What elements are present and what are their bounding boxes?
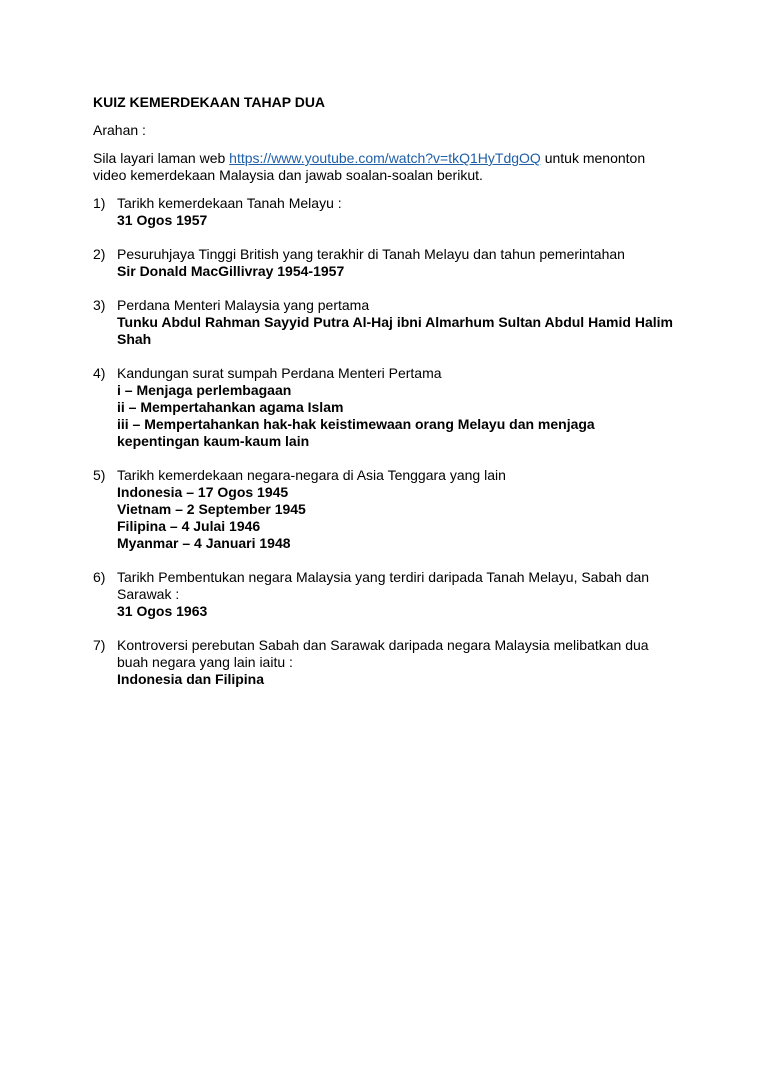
question-3: [93, 297, 673, 348]
question-text: Kandungan surat sumpah Perdana Menteri Pertama: [117, 365, 442, 381]
question-7: [93, 637, 673, 688]
question-text: Perdana Menteri Malaysia yang pertama: [117, 297, 370, 313]
question-5: [93, 467, 673, 552]
question-1: [93, 195, 673, 229]
question-text: Tarikh Pembentukan negara Malaysia yang terdiri daripada Tanah Melayu, Sabah dan Sarawak :: [117, 569, 650, 602]
intro-text-before-link: Sila layari laman web: [93, 150, 230, 166]
answer-line: Indonesia dan Filipina: [117, 671, 265, 687]
answer-line: 31 Ogos 1963: [117, 603, 208, 619]
answer-line: 31 Ogos 1957: [117, 212, 208, 228]
question-2: [93, 246, 673, 280]
question-4: [93, 365, 673, 450]
answer-line: iii – Mempertahankan hak-hak keistimewaan orang Melayu dan menjaga kepentingan kaum-kaum lain: [117, 416, 595, 449]
intro-text-after-link: untuk menonton video kemerdekaan Malaysia dan jawab soalan-soalan berikut.: [93, 150, 646, 183]
question-text: Tarikh kemerdekaan negara-negara di Asia Tenggara yang lain: [117, 467, 506, 483]
answer-line: Filipina – 4 Julai 1946: [117, 518, 261, 534]
answer-line: Myanmar – 4 Januari 1948: [117, 535, 291, 551]
answer-line: i – Menjaga perlembagaan: [117, 382, 292, 398]
answer-line: Vietnam – 2 September 1945: [117, 501, 306, 517]
answer-line: Tunku Abdul Rahman Sayyid Putra Al-Haj ibni Almarhum Sultan Abdul Hamid Halim Shah: [117, 314, 673, 347]
intro-paragraph: [93, 150, 673, 184]
document-content: [93, 94, 673, 705]
question-number: 3): [93, 297, 106, 313]
question-number: 7): [93, 637, 106, 653]
question-number: 1): [93, 195, 106, 211]
question-text: Kontroversi perebutan Sabah dan Sarawak daripada negara Malaysia melibatkan dua buah negara yang lain iaitu :: [117, 637, 649, 670]
answer-line: Sir Donald MacGillivray 1954-1957: [117, 263, 345, 279]
question-text: Tarikh kemerdekaan Tanah Melayu :: [117, 195, 342, 211]
document-title: KUIZ KEMERDEKAAN TAHAP DUA: [93, 94, 326, 110]
answer-line: Indonesia – 17 Ogos 1945: [117, 484, 289, 500]
question-number: 6): [93, 569, 106, 585]
question-number: 5): [93, 467, 106, 483]
instruction-label: Arahan :: [93, 122, 146, 138]
question-number: 2): [93, 246, 106, 262]
answer-line: ii – Mempertahankan agama Islam: [117, 399, 344, 415]
question-text: Pesuruhjaya Tinggi British yang terakhir di Tanah Melayu dan tahun pemerintahan: [117, 246, 625, 262]
question-number: 4): [93, 365, 106, 381]
youtube-link[interactable]: https://www.youtube.com/watch?v=tkQ1HyTdgOQ: [229, 150, 541, 166]
question-6: [93, 569, 673, 620]
